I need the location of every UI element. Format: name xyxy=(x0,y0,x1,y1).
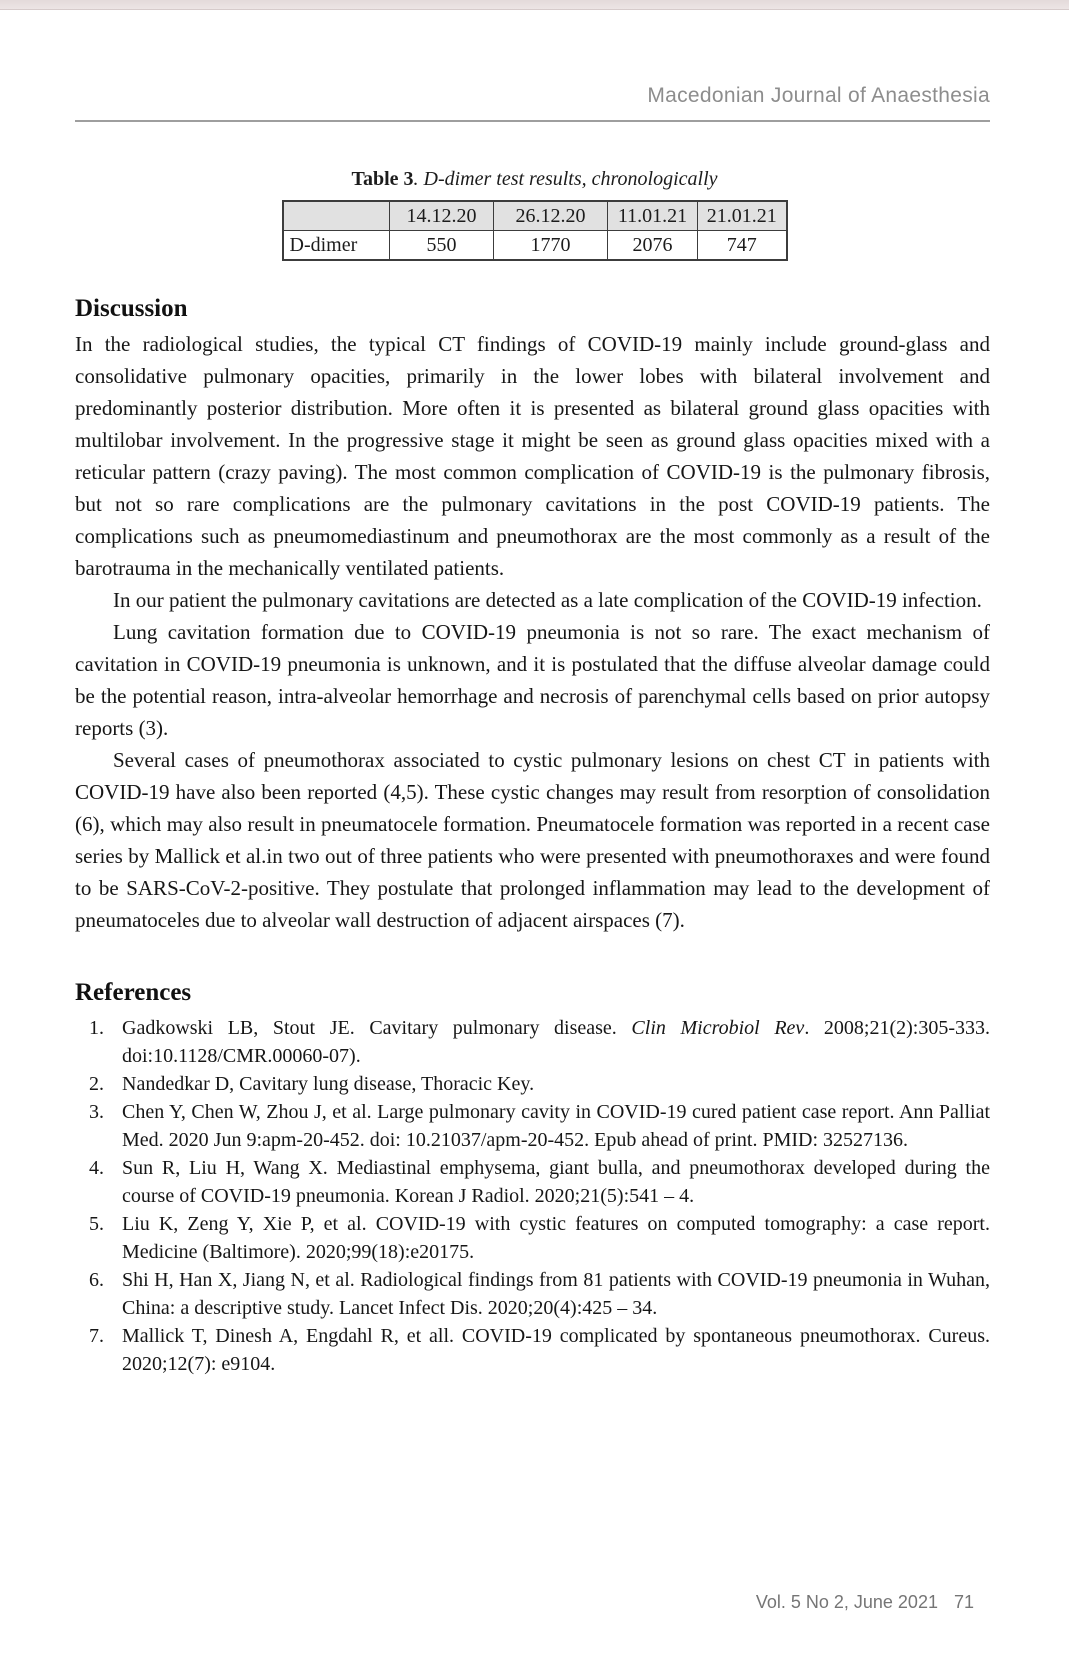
table-cell: 1770 xyxy=(494,231,608,261)
table-cell: 2076 xyxy=(608,231,698,261)
reference-item xyxy=(75,1210,990,1266)
table-header-cell: 26.12.20 xyxy=(494,201,608,231)
table-caption xyxy=(0,168,1069,191)
table-row-label: D-dimer xyxy=(283,231,390,261)
reference-item xyxy=(75,1154,990,1210)
reference-text: Sun R, Liu H, Wang X. Mediastinal emphysema, giant bulla, and pneumothorax developed during the course of COVID-19 pneumonia. Korean J Radiol. 2020;21(5):541 – 4. xyxy=(122,1157,990,1207)
footer-volume-text: Vol. 5 No 2, June 2021 xyxy=(755,1592,938,1612)
reference-text: . 2008;21(2):305-333. doi:10.1128/CMR.00060-07). xyxy=(122,1017,991,1067)
reference-text: Mallick T, Dinesh A, Engdahl R, et all. COVID-19 complicated by spontaneous pneumothorax. Cureus. 2020;12(7): e9104. xyxy=(122,1325,990,1375)
table-header-cell: 14.12.20 xyxy=(390,201,494,231)
reference-item xyxy=(75,1322,990,1378)
table-header-cell xyxy=(283,201,390,231)
table-cell: 550 xyxy=(390,231,494,261)
article-body xyxy=(75,294,990,1378)
table-row xyxy=(283,231,787,261)
references-heading: References xyxy=(75,979,192,1006)
discussion-paragraph: Several cases of pneumothorax associated to cystic pulmonary lesions on chest CT in patients with COVID-19 have also been reported (4,5). These cystic changes may result from resorption of consolidation (6), which may also result in pneumatocele formation. Pneumatocele formation was reported in a recent case series by Mallick et al.in two out of three patients who were presented with pneumothoraxes and were found to be SARS-CoV-2-positive. They postulate that prolonged inflammation may lead to the development of pneumatoceles due to alveolar wall destruction of adjacent airspaces (7). xyxy=(75,748,990,932)
page-footer xyxy=(756,1592,990,1614)
reference-item xyxy=(75,1070,990,1098)
reference-text: Gadkowski LB, Stout JE. Cavitary pulmonary disease. xyxy=(122,1017,632,1039)
d-dimer-table-body xyxy=(283,201,787,260)
discussion-paragraph: In the radiological studies, the typical CT findings of COVID-19 mainly include ground-glass and consolidative pulmonary opacities, primarily in the lower lobes with bilateral involvement and predominantly posterior distribution. More often it is presented as bilateral ground glass opacities with multilobar involvement. In the progressive stage it might be seen as ground glass opacities mixed with a reticular pattern (crazy paving). The most common complication of COVID-19 is the pulmonary fibrosis, but not so rare complications are the pulmonary cavitations in the post COVID-19 patients. The complications such as pneumomediastinum and pneumothorax are the most commonly as a result of the barotrauma in the mechanically ventilated patients. xyxy=(75,332,990,580)
journal-running-head: Macedonian Journal of Anaesthesia xyxy=(647,84,990,107)
reference-journal-name: Clin Microbiol Rev xyxy=(631,1017,805,1039)
reference-text: Nandedkar D, Cavitary lung disease, Thoracic Key. xyxy=(122,1073,535,1095)
reference-text: Chen Y, Chen W, Zhou J, et al. Large pulmonary cavity in COVID-19 cured patient case report. Ann Palliat Med. 2020 Jun 9:apm-20-452. doi: 10.21037/apm-20-452. Epub ahead of print. PMID: 32527136. xyxy=(122,1101,990,1151)
header-rule xyxy=(75,120,990,122)
reference-text: Shi H, Han X, Jiang N, et al. Radiological findings from 81 patients with COVID-19 pneumonia in Wuhan, China: a descriptive study. Lancet Infect Dis. 2020;20(4):425 – 34. xyxy=(122,1269,990,1319)
page-edge-scan-band xyxy=(0,0,1069,10)
discussion-heading: Discussion xyxy=(75,295,188,322)
discussion-paragraph: In our patient the pulmonary cavitations are detected as a late complication of the COVID-19 infection. xyxy=(113,588,982,612)
discussion-paragraph: Lung cavitation formation due to COVID-19 pneumonia is not so rare. The exact mechanism of cavitation in COVID-19 pneumonia is unknown, and it is postulated that the diffuse alveolar damage could be the potential reason, intra-alveolar hemorrhage and necrosis of parenchymal cells based on prior autopsy reports (3). xyxy=(75,620,990,740)
reference-text: Liu K, Zeng Y, Xie P, et al. COVID-19 with cystic features on computed tomography: a case report. Medicine (Baltimore). 2020;99(18):e20175. xyxy=(122,1213,990,1263)
table-cell: 747 xyxy=(698,231,787,261)
references-list xyxy=(75,1014,990,1378)
table-header-cell: 21.01.21 xyxy=(698,201,787,231)
reference-item xyxy=(75,1098,990,1154)
table-caption-number: Table 3 xyxy=(351,168,414,190)
table-caption-text: . D-dimer test results, chronologically xyxy=(413,168,718,190)
reference-item xyxy=(75,1266,990,1322)
table-header-row xyxy=(283,201,787,231)
d-dimer-results-table xyxy=(282,200,788,261)
table-header-cell: 11.01.21 xyxy=(608,201,698,231)
reference-item xyxy=(75,1014,990,1070)
footer-page-number: 71 xyxy=(953,1592,974,1612)
